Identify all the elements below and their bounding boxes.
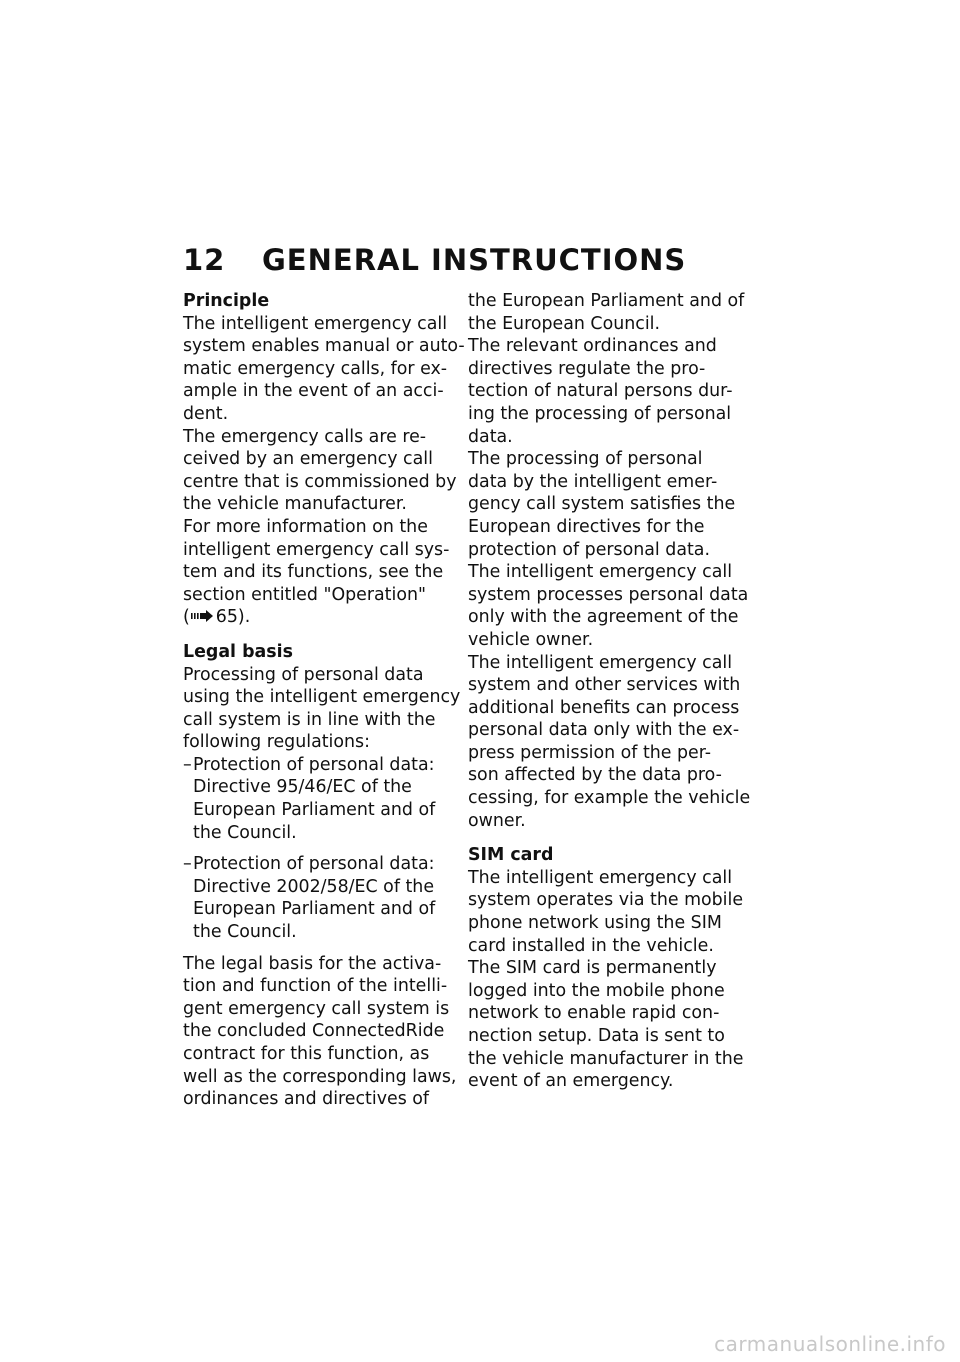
text-line: personal data only with the ex- — [468, 720, 740, 741]
text-line: data. — [468, 426, 513, 447]
text-line: Processing of personal data — [183, 664, 424, 685]
text-line: The intelligent emergency call — [468, 562, 733, 583]
text-line: vehicle owner. — [468, 629, 594, 650]
text-line: the vehicle manufacturer in the — [468, 1048, 744, 1069]
text-line: the European Council. — [468, 313, 661, 334]
text-line: owner. — [468, 810, 526, 831]
legal-basis-closing — [183, 953, 455, 1111]
watermark: carmanualsonline.info — [714, 1332, 946, 1356]
text-line: protection of personal data. — [468, 539, 710, 560]
text-line: tection of natural persons dur- — [468, 381, 733, 402]
text-line: The intelligent emergency call — [468, 652, 733, 673]
text-line: contract for this function, as — [183, 1044, 430, 1064]
left-column — [183, 290, 465, 1111]
text-line: the Council. — [193, 922, 297, 943]
text-line: European Parliament and of — [193, 899, 436, 920]
text-line: card installed in the vehicle. — [468, 935, 714, 956]
text-line: intelligent emergency call sys- — [183, 539, 450, 560]
text-line: The intelligent emergency call — [183, 313, 448, 334]
page-reference-arrow-icon — [190, 609, 216, 623]
text-line: phone network using the SIM — [468, 913, 722, 934]
ref-open: ( — [183, 607, 190, 628]
text-line: ordinances and directives of — [183, 1089, 430, 1110]
text-line: the Council. — [193, 822, 297, 843]
text-line: system enables manual or auto- — [183, 336, 465, 357]
text-line: matic emergency calls, for ex- — [183, 358, 448, 379]
text-line: son affected by the data pro- — [468, 765, 722, 786]
text-line: centre that is commissioned by — [183, 471, 457, 492]
sim-card-body — [468, 867, 744, 1093]
principle-body — [183, 313, 465, 629]
text-line: The SIM card is permanently — [468, 958, 717, 979]
text-line: gency call system satisfies the — [468, 494, 736, 515]
text-line: European directives for the — [468, 516, 705, 537]
text-line: Directive 95/46/EC of the — [193, 777, 412, 798]
text-line: ing the processing of personal — [468, 403, 732, 424]
list-item — [183, 853, 455, 943]
text-line: logged into the mobile phone — [468, 980, 725, 1001]
text-line: The processing of personal — [468, 449, 703, 470]
text-line: network to enable rapid con- — [468, 1003, 720, 1024]
text-line: The relevant ordinances and — [468, 336, 717, 357]
page-heading — [183, 242, 686, 278]
text-line: using the intelligent emergency — [183, 687, 461, 708]
text-line: Protection of personal data: — [193, 854, 435, 875]
text-line: call system is in line with the — [183, 709, 436, 730]
text-line: Directive 2002/58/EC of the — [193, 876, 435, 897]
chapter-title: GENERAL INSTRUCTIONS — [262, 243, 687, 277]
text-line: the concluded ConnectedRide — [183, 1021, 445, 1042]
ref-page: 65). — [215, 607, 251, 628]
text-line: only with the agreement of the — [468, 607, 739, 628]
text-line: data by the intelligent emer- — [468, 471, 718, 492]
text-line: event of an emergency. — [468, 1071, 674, 1092]
text-line: nection setup. Data is sent to — [468, 1026, 725, 1046]
text-line: system and other services with — [468, 675, 741, 696]
principle-title: Principle — [183, 291, 270, 311]
legal-basis-intro — [183, 664, 461, 754]
text-line: dent. — [183, 403, 229, 424]
right-column — [468, 290, 751, 1093]
text-line: The emergency calls are re- — [183, 426, 427, 447]
text-line: ample in the event of an acci- — [183, 381, 444, 402]
chapter-number: 12 — [183, 243, 226, 277]
text-line: section entitled "Operation" — [183, 584, 426, 605]
text-line: system processes personal data — [468, 584, 749, 605]
text-line: press permission of the per- — [468, 742, 712, 763]
bullet-dash: – — [183, 854, 192, 875]
text-line: cessing, for example the vehicle — [468, 788, 751, 809]
bullet-dash: – — [183, 754, 192, 775]
text-line: the vehicle manufacturer. — [183, 494, 407, 515]
text-line: gent emergency call system is — [183, 998, 450, 1019]
legal-basis-continued — [468, 290, 751, 832]
text-line: tion and function of the intelli- — [183, 976, 448, 997]
text-line: additional benefits can process — [468, 697, 740, 718]
text-line: The legal basis for the activa- — [183, 953, 442, 974]
text-line: tem and its functions, see the — [183, 562, 444, 583]
text-line: The intelligent emergency call — [468, 867, 733, 888]
text-line: following regulations: — [183, 732, 370, 753]
text-line: For more information on the — [183, 516, 428, 537]
legal-basis-title: Legal basis — [183, 641, 293, 662]
text-line: the European Parliament and of — [468, 291, 745, 311]
text-line: well as the corresponding laws, — [183, 1066, 457, 1087]
text-line: European Parliament and of — [193, 800, 436, 821]
text-line: Protection of personal data: — [193, 754, 435, 775]
text-line: system operates via the mobile — [468, 890, 744, 911]
text-line: ceived by an emergency call — [183, 449, 433, 470]
list-item — [183, 754, 455, 844]
sim-card-title: SIM card — [468, 845, 554, 866]
text-line: directives regulate the pro- — [468, 358, 706, 379]
page-reference[interactable] — [183, 606, 455, 629]
